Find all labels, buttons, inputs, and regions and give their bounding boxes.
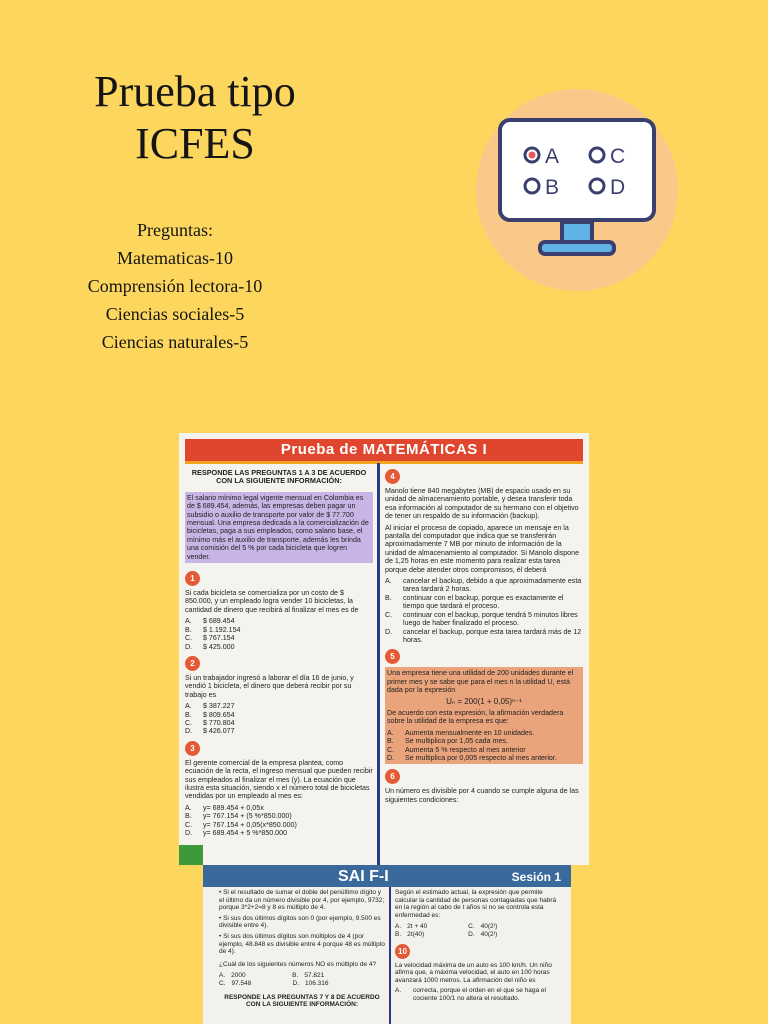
answer-option: D. y= 689.454 + 5 %*850.000 (185, 829, 288, 837)
exam-page-sai (203, 865, 571, 1024)
answer-option: B. $ 809.654 (185, 710, 235, 719)
column-divider (377, 463, 380, 865)
page-title-line1: Prueba tipo (94, 67, 296, 116)
question-number: 6 (385, 769, 400, 784)
instructions: RESPONDE LAS PREGUNTAS 7 Y 8 DE ACUERDO CON LA SIGUIENTE INFORMACIÓN: (224, 993, 380, 1009)
answer-option-row: A. 2000 B. 57.821 (219, 972, 325, 980)
question-text: Según el estimado actual, la expresión que permite calcular la cantidad de personas contagiadas que habrá en la región al cabo de t años si no se controla esta enfermedad es: (395, 889, 557, 919)
question-text: El gerente comercial de la empresa plantea, como ecuación de la recta, el ingreso mensual que pueden recibir sus empleados al finalizar el mes (y). La ecuación que ilustra esta situación, siendo x el número total de bicicletas vendidas por un empleado al mes es: (185, 758, 373, 801)
answer-option: D. cancelar el backup, porque esta tarea tardará más de 12 horas. (385, 627, 582, 644)
option-b-label: B (545, 176, 560, 199)
answer-option-row: A. 2t + 40 C. 40(2ᵗ) (395, 923, 498, 931)
info-box: El salario mínimo legal vigente mensual en Colombia es de $ 689.454, además, las empresas deben pagar un subsidio o auxilio de transporte por valor de $ 77.700 mensual. Una empresa dedicada a la comercialización de bicicletas, paga a sus empleados, como salario base, el mínimo más el auxilio de transporte, además les brinda una comisión del 5 % por cada bicicleta que logren vender. (185, 492, 373, 563)
question-text: ¿Cuál de los siguientes números NO es múltiplo de 4? (219, 960, 377, 968)
page-edge-accent (179, 845, 203, 865)
summary-item: Comprensión lectora-10 (87, 276, 263, 296)
exam-left-column (185, 469, 373, 837)
answer-option: A. $ 689.454 (185, 617, 235, 626)
formula: Uₙ = 200(1 + 0,05)ⁿ⁻¹ (446, 696, 522, 706)
question-text: Un número es divisible por 4 cuando se cumple alguna de las siguientes condiciones: (385, 787, 579, 804)
answer-option: B. Se multiplica por 1,05 cada mes. (387, 737, 508, 746)
question-number: 2 (185, 656, 200, 671)
instructions: RESPONDE LAS PREGUNTAS 1 A 3 DE ACUERDO CON LA SIGUIENTE INFORMACIÓN: (191, 468, 367, 486)
answer-option: A. $ 387.227 (185, 702, 235, 711)
question-text: Si un trabajador ingresó a laborar el día 16 de junio, y vendió 1 bicicleta, el dinero que deberá recibir por su trabajo es (185, 673, 354, 699)
question-number: 5 (385, 649, 400, 664)
answer-option: C. continuar con el backup, porque tendrá 5 minutos libres luego de haber finalizado el proceso. (385, 610, 578, 628)
answer-option: A. Aumenta mensualmente en 10 unidades. (387, 728, 535, 737)
option-c-label: C (610, 145, 626, 168)
answer-option: C. $ 770.804 (185, 718, 235, 727)
monitor-screen-icon (500, 120, 654, 220)
answer-option: C. Aumenta 5 % respecto al mes anterior (387, 745, 526, 754)
question-number: 3 (185, 741, 200, 756)
answer-option: A. cancelar el backup, debido a que aproximadamente esta tarea tardará 2 horas. (385, 577, 582, 594)
answer-option: B. y= 767.154 + (5 %*850.000) (185, 812, 292, 821)
question-highlight (385, 667, 583, 764)
page-title-line2: ICFES (135, 119, 255, 168)
answer-option: D. $ 425.000 (185, 642, 235, 651)
question-number: 1 (185, 571, 200, 586)
monitor-neck-icon (562, 222, 592, 242)
summary-item: Ciencias naturales-5 (101, 332, 249, 352)
option-a-label: A (545, 145, 560, 168)
question-text: La velocidad máxima de un auto es 100 km/h. Un niño afirma que, a máxima velocidad, el auto en 100 horas avanzará 1000 metros. La afirmación del niño es (395, 961, 552, 984)
question-text: Al iniciar el proceso de copiado, aparece un mensaje en la pantalla del computador que indica que se transferirán aproximadamente 7 MB por minuto de información de la unidad de almacenamiento al computador. Si Manolo dispone de 1,25 horas en este momento para realizar esta tarea porque debe atender otros compromisos, él deberá (385, 523, 580, 574)
answer-option: D. Se multiplica por 0,005 respecto al mes anterior. (387, 753, 557, 762)
question-text: Si cada bicicleta se comercializa por un costo de $ 850.000, y un empleado logra vender 10 bicicletas, la cantidad de dinero que recibirá al finalizar el mes es de (185, 589, 359, 614)
exam-page-math (179, 433, 589, 865)
answer-option-row: B. 2t(40) D. 40(2ᵗ) (395, 930, 498, 938)
question-number: 4 (385, 469, 400, 484)
answer-option: A. correcta, porque el orden en el que se haga el cociente 100/1 no altera el resultado. (395, 987, 546, 1002)
question-text: Manolo tiene 840 megabytes (MB) de espacio usado en su unidad de almacenamiento portable, y desea transferir toda esa información al computador de su hermano con el objetivo de tener un respaldo de su información (backup). (385, 487, 579, 521)
monitor-stand-icon (540, 242, 614, 254)
answer-option: B. continuar con el backup, porque es exactamente el tiempo que tardará el proceso. (385, 593, 564, 611)
summary-item: Matematicas-10 (117, 248, 233, 268)
bullet-item: • Si el resultado de sumar el doble del penúltimo dígito y el último da un número divisible por 4, por ejemplo, 9732; porque 3*2+2=8 y 8 es múltiplo de 4. (219, 889, 385, 912)
option-d-label: D (610, 176, 626, 199)
question-number: 10 (395, 944, 410, 959)
summary-item: Ciencias sociales-5 (105, 304, 245, 324)
radio-selected-dot-icon (529, 152, 536, 159)
exam-banner: Prueba de MATEMÁTICAS I (185, 439, 583, 461)
answer-option: A. y= 689.454 + 0,05x (185, 803, 264, 812)
exam-right-column (385, 469, 583, 807)
column-divider (389, 887, 391, 1024)
question-text: Una empresa tiene una utilidad de 200 unidades durante el primer mes y se sabe que para el mes n la utilidad U, está dada por la expresión (387, 669, 574, 695)
question-text: De acuerdo con esta expresión, la afirmación verdadera sobre la utilidad de la empresa es que: (387, 708, 564, 726)
exam2-right-column (395, 889, 565, 1003)
bullet-item: • Si sus dos últimos dígitos son 0 (por ejemplo, 9.500 es divisible entre 4). (219, 914, 381, 930)
answer-option-row: C. 97.548 D. 106.316 (219, 979, 329, 987)
answer-option: D. $ 426.077 (185, 727, 235, 736)
answer-option: C. y= 767.154 + 0,05(x*850.000) (185, 820, 297, 829)
answer-option: B. $ 1.192.154 (185, 625, 241, 634)
monitor-quiz-icon (0, 0, 768, 300)
summary-heading: Preguntas: (137, 220, 213, 240)
exam2-title: SAI F-I (338, 868, 389, 885)
session-label: Sesión 1 (511, 870, 561, 884)
bullet-item: • Si sus dos últimos dígitos son múltiplos de 4 (por ejemplo, 48.848 es divisible entre 4 porque 48 es múltiplo de 4). (219, 932, 385, 956)
answer-option: C. $ 767.154 (185, 634, 235, 643)
exam2-header (203, 865, 571, 887)
exam2-left-column (219, 889, 385, 1012)
